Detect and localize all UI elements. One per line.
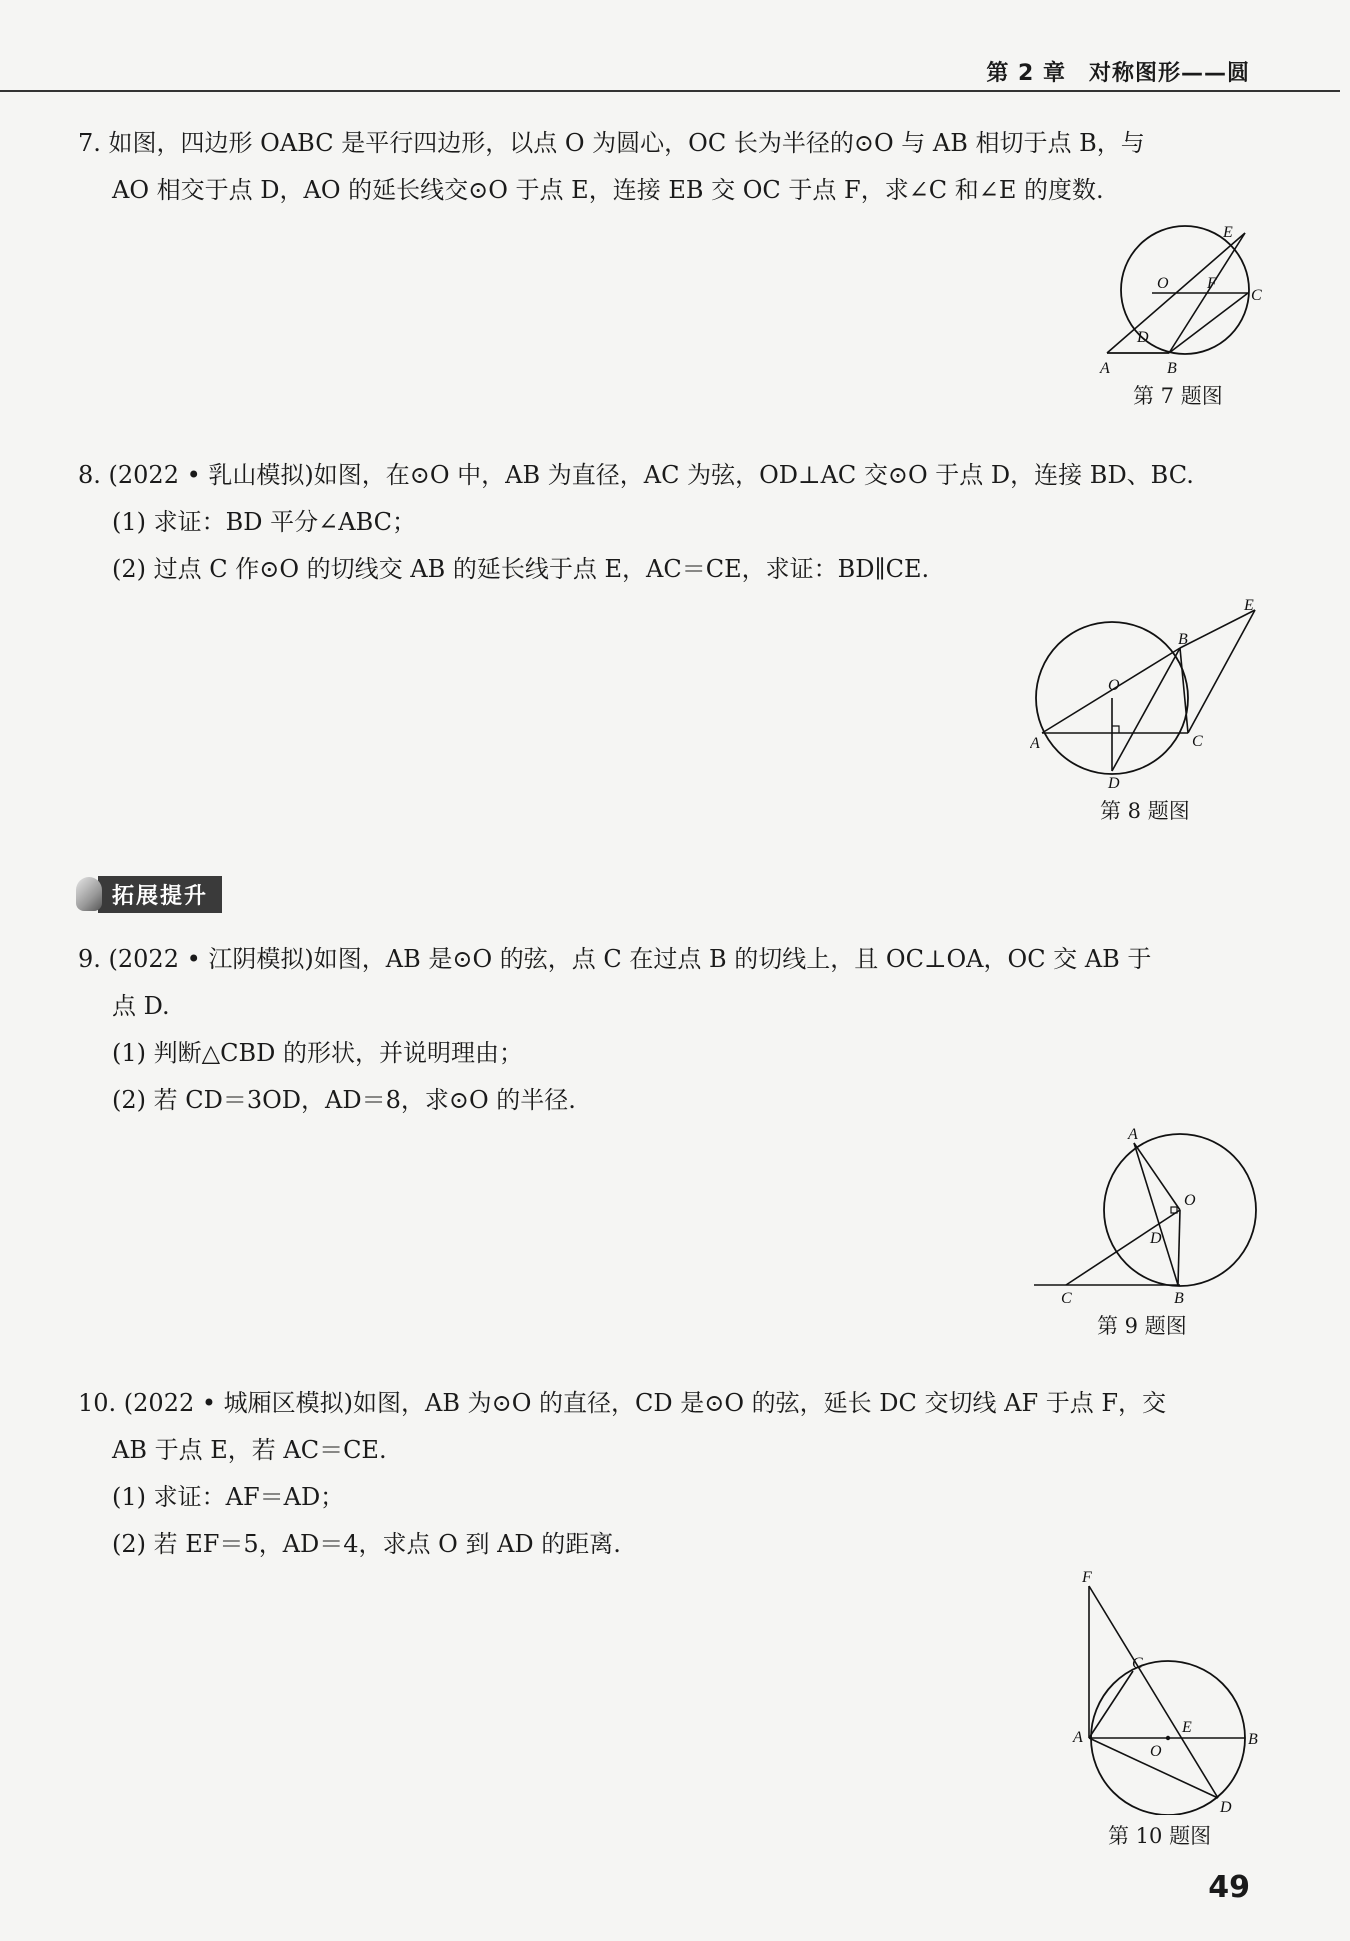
fig8-label-d: D [1108,775,1120,792]
fig7-label-a: A [1100,360,1110,377]
question-7-line-2: AO 相交于点 D，AO 的延长线交⊙O 于点 E，连接 EB 交 OC 于点 F，求∠C 和∠E 的度数. [112,176,1104,204]
fig10-label-a: A [1073,1729,1083,1746]
fig7-label-e: E [1223,225,1233,241]
fig9-label-b: B [1174,1290,1184,1305]
fig8-label-b: B [1178,631,1188,648]
question-8-line-1: 8. (2022 • 乳山模拟)如图，在⊙O 中，AB 为直径，AC 为弦，OD⊥AC 交⊙O 于点 D，连接 BD、BC. [78,461,1194,489]
fig9-label-d: D [1150,1230,1162,1247]
question-10-part-1: (1) 求证：AF＝AD； [112,1483,345,1511]
fig7-label-o: O [1157,275,1169,292]
fig10-label-b: B [1248,1731,1258,1748]
fig10-label-c: C [1132,1655,1143,1672]
fig10-label-e: E [1182,1719,1192,1736]
question-7-line-1: 7. 如图，四边形 OABC 是平行四边形，以点 O 为圆心，OC 长为半径的⊙O 与 AB 相切于点 B，与 [78,129,1145,157]
section-badge [76,876,222,912]
fig7-label-f: F [1207,275,1217,292]
section-label: 拓展提升 [98,876,222,913]
fig9-label-c: C [1061,1290,1072,1305]
figure-9 [1028,1125,1268,1305]
page-number: 49 [1208,1870,1250,1905]
fig8-label-c: C [1192,733,1203,750]
fig7-label-c: C [1251,287,1262,304]
figure-10-caption: 第 10 题图 [1108,1824,1212,1848]
question-10-line-2: AB 于点 E，若 AC＝CE. [112,1436,387,1464]
fig8-label-o: O [1108,677,1120,694]
fig10-label-d: D [1220,1799,1232,1815]
fig10-label-o: O [1150,1743,1162,1760]
fig8-label-e: E [1244,598,1254,614]
question-9-part-2: (2) 若 CD＝3OD，AD＝8，求⊙O 的半径. [112,1086,576,1114]
question-9-part-1: (1) 判断△CBD 的形状，并说明理由； [112,1039,523,1067]
question-10-line-1: 10. (2022 • 城厢区模拟)如图，AB 为⊙O 的直径，CD 是⊙O 的弦，延长 DC 交切线 AF 于点 F，交 [78,1389,1167,1417]
question-8-part-1: (1) 求证：BD 平分∠ABC； [112,508,417,536]
fig7-label-d: D [1137,329,1149,346]
chapter-title: 第 2 章 对称图形——圆 [986,61,1250,86]
fig7-label-b: B [1167,360,1177,377]
question-9-line-1: 9. (2022 • 江阴模拟)如图，AB 是⊙O 的弦，点 C 在过点 B 的切线上，且 OC⊥OA，OC 交 AB 于 [78,945,1152,973]
figure-7 [1095,225,1275,380]
figure-7-caption: 第 7 题图 [1133,384,1223,408]
figure-9-caption: 第 9 题图 [1097,1314,1187,1338]
fig8-label-a: A [1030,735,1040,752]
lightbulb-icon [76,877,102,911]
fig9-label-o: O [1184,1192,1196,1209]
fig10-label-f: F [1082,1570,1092,1586]
page-header [0,52,1340,92]
figure-8-caption: 第 8 题图 [1100,799,1190,823]
figure-8 [1030,598,1270,798]
figure-10 [1068,1570,1268,1815]
question-9-line-2: 点 D. [112,992,170,1020]
fig9-label-a: A [1128,1126,1138,1143]
question-8-part-2: (2) 过点 C 作⊙O 的切线交 AB 的延长线于点 E，AC＝CE，求证：BD∥CE. [112,555,930,583]
question-10-part-2: (2) 若 EF＝5，AD＝4，求点 O 到 AD 的距离. [112,1530,621,1558]
